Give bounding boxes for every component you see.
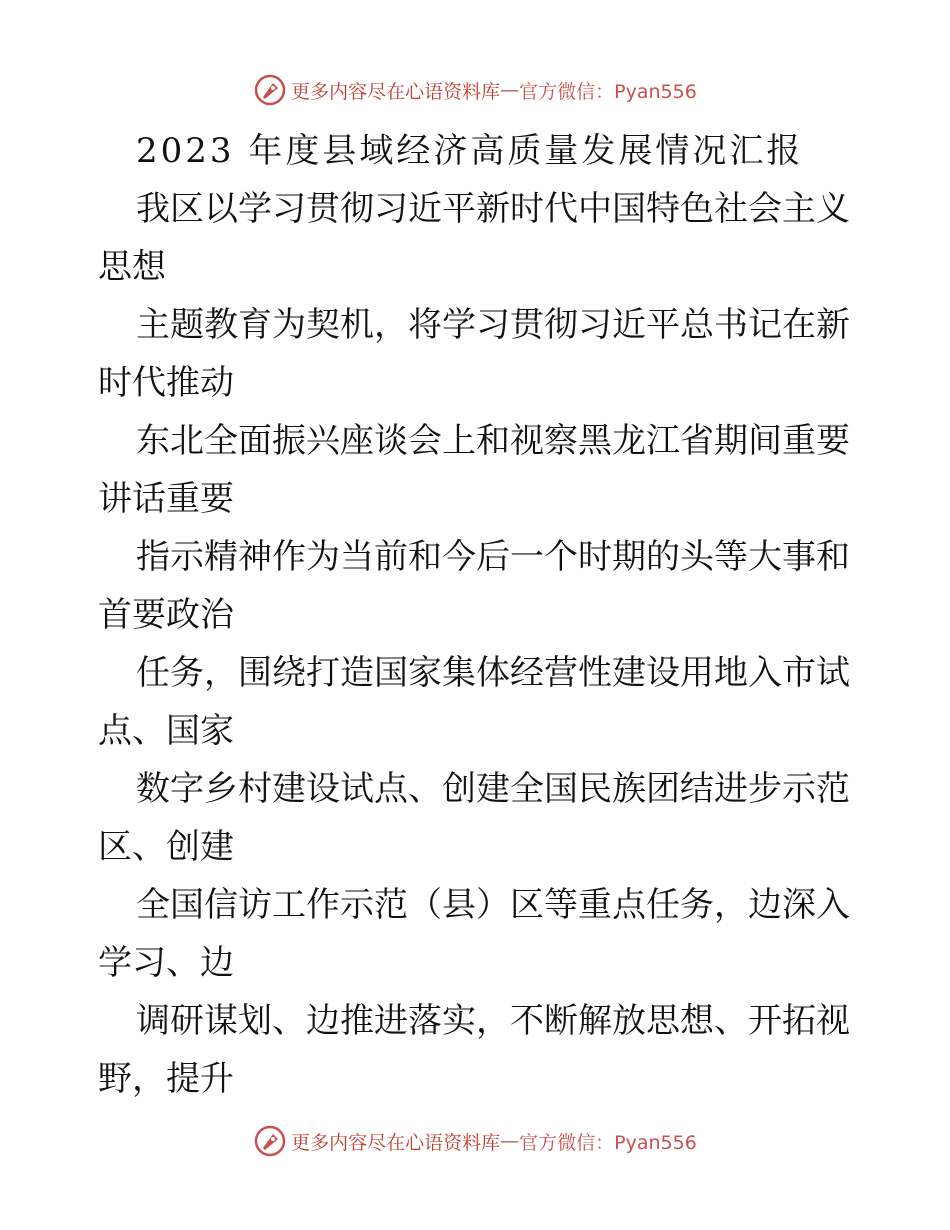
paragraph-line: 时代推动 <box>98 363 234 403</box>
header-watermark <box>0 70 950 110</box>
paragraph-line: 我区以学习贯彻习近平新时代中国特色社会主义 <box>136 189 850 229</box>
paragraph-line: 指示精神作为当前和今后一个时期的头等大事和 <box>136 537 850 577</box>
paragraph-line: 首要政治 <box>98 595 234 635</box>
paragraph-line: 野，提升 <box>98 1059 234 1099</box>
document-title: 2023 年度县域经济高质量发展情况汇报 <box>136 131 804 171</box>
pen-nib-logo-icon <box>253 73 287 107</box>
paragraph-line: 学习、边 <box>98 943 234 983</box>
watermark-brand: 更多内容尽在心语资料库 <box>291 1131 501 1154</box>
paragraph-line: 东北全面振兴座谈会上和视察黑龙江省期间重要 <box>136 421 850 461</box>
paragraph-line: 讲话重要 <box>98 479 234 519</box>
paragraph-line: 任务，围绕打造国家集体经营性建设用地入市试 <box>136 653 850 693</box>
watermark-contact: 官方微信：Pyan556 <box>519 80 697 103</box>
paragraph-line: 主题教育为契机，将学习贯彻习近平总书记在新 <box>136 305 850 345</box>
paragraph-line: 数字乡村建设试点、创建全国民族团结进步示范 <box>136 769 850 809</box>
paragraph-line: 全国信访工作示范（县）区等重点任务，边深入 <box>136 885 850 925</box>
watermark-separator: — <box>500 1130 520 1152</box>
paragraph-line: 调研谋划、边推进落实，不断解放思想、开拓视 <box>136 1001 850 1041</box>
paragraph-line: 思想 <box>98 247 166 287</box>
paragraph-line: 点、国家 <box>98 711 234 751</box>
document-body <box>98 122 858 1108</box>
watermark-separator: — <box>500 79 520 101</box>
pen-nib-logo-icon <box>253 1124 287 1158</box>
watermark-brand: 更多内容尽在心语资料库 <box>291 80 501 103</box>
paragraph-line: 区、创建 <box>98 827 234 867</box>
watermark-contact: 官方微信：Pyan556 <box>519 1131 697 1154</box>
footer-watermark <box>0 1121 950 1161</box>
